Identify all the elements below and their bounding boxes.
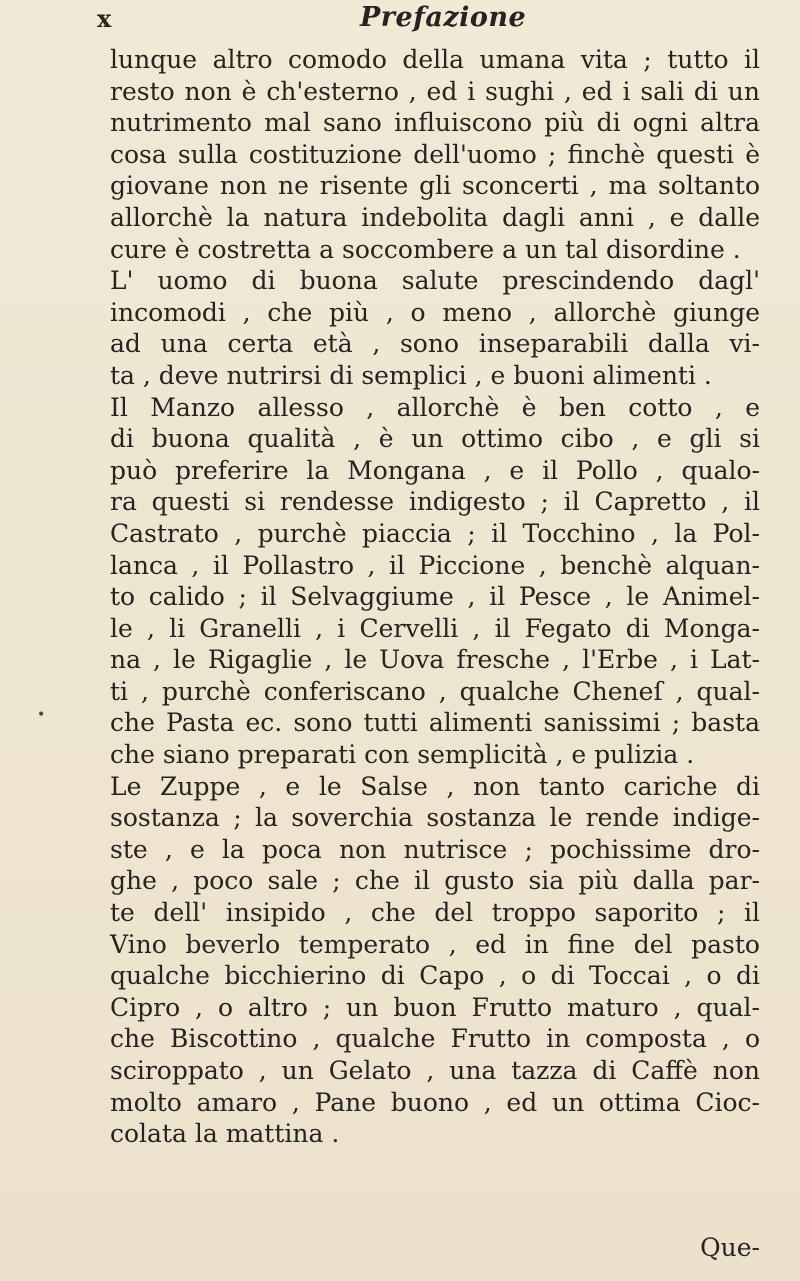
text-line: allorchè la natura indebolita dagli anni , e dalle [110, 202, 760, 232]
text-line: nutrimento mal sano influiscono più di ogni altra [110, 108, 760, 138]
text-line: colata la mattina . [110, 1119, 340, 1149]
text-line: Vino beverlo temperato , ed in fine del pasto [110, 929, 760, 959]
text-line: na , le Rigaglie , le Uova fresche , l'Erbe , i Lat- [110, 645, 760, 675]
text-line: può preferire la Mongana , e il Pollo , qualo- [110, 455, 760, 485]
text-line: sciroppato , un Gelato , una tazza di Caffè non [110, 1056, 760, 1085]
body-text [110, 44, 760, 1150]
text-line: resto non è ch'esterno , ed i sughi , ed i sali di un [110, 76, 760, 106]
text-line: cosa sulla costituzione dell'uomo ; finchè questi è [110, 139, 760, 169]
catchword: Que- [700, 1233, 760, 1262]
text-line: qualche bicchierino di Capo , o di Toccai , o di [110, 961, 760, 991]
text-line: L' uomo di buona salute prescindendo dagl' [110, 266, 760, 296]
text-line: ti , purchè conferiscano , qualche Cheneſ , qual- [110, 676, 760, 706]
text-line: che siano preparati con semplicità , e pulizia . [110, 740, 695, 770]
text-line: molto amaro , Pane buono , ed un ottima Cioc- [110, 1087, 760, 1117]
page-number: x [97, 4, 113, 33]
text-line: cure è costretta a soccombere a un tal disordine . [110, 234, 741, 264]
margin-mark: • [37, 707, 46, 723]
text-line: che Pasta ec. sono tutti alimenti sanissimi ; basta [110, 708, 760, 738]
text-line: incomodi , che più , o meno , allorchè giunge [110, 297, 760, 327]
text-line: ra questi si rendesse indigesto ; il Capretto , il [110, 487, 760, 517]
text-line: che Biscottino , qualche Frutto in composta , o [110, 1024, 760, 1054]
text-line: Il Manzo allesso , allorchè è ben cotto , e [110, 392, 760, 422]
text-line: ta , deve nutrirsi di semplici , e buoni alimenti . [110, 360, 712, 390]
text-line: Le Zuppe , e le Salse , non tanto cariche di [110, 771, 760, 801]
text-line: to calido ; il Selvaggiume , il Pesce , le Animel- [110, 582, 760, 612]
text-line: Castrato , purchè piaccia ; il Tocchino , la Pol- [110, 518, 760, 548]
text-line: lunque altro comodo della umana vita ; tutto il [110, 45, 760, 74]
page-header [0, 2, 800, 36]
text-line: ad una certa età , sono inseparabili dalla vi- [110, 329, 760, 359]
running-head: Prefazione [360, 2, 527, 33]
text-line: di buona qualità , è un ottimo cibo , e gli si [110, 424, 760, 454]
text-line: le , li Granelli , i Cervelli , il Fegato di Monga- [110, 613, 760, 643]
text-line: ste , e la poca non nutrisce ; pochissime dro- [110, 834, 760, 864]
text-line: Cipro , o altro ; un buon Frutto maturo , qual- [110, 992, 760, 1022]
text-line: sostanza ; la soverchia sostanza le rende indige- [110, 803, 760, 833]
text-line: giovane non ne risente gli sconcerti , ma soltanto [110, 171, 760, 201]
text-line: te dell' insipido , che del troppo saporito ; il [110, 898, 760, 928]
text-line: ghe , poco sale ; che il gusto sia più dalla par- [110, 866, 760, 896]
text-line: lanca , il Pollastro , il Piccione , benchè alquan- [110, 550, 760, 580]
